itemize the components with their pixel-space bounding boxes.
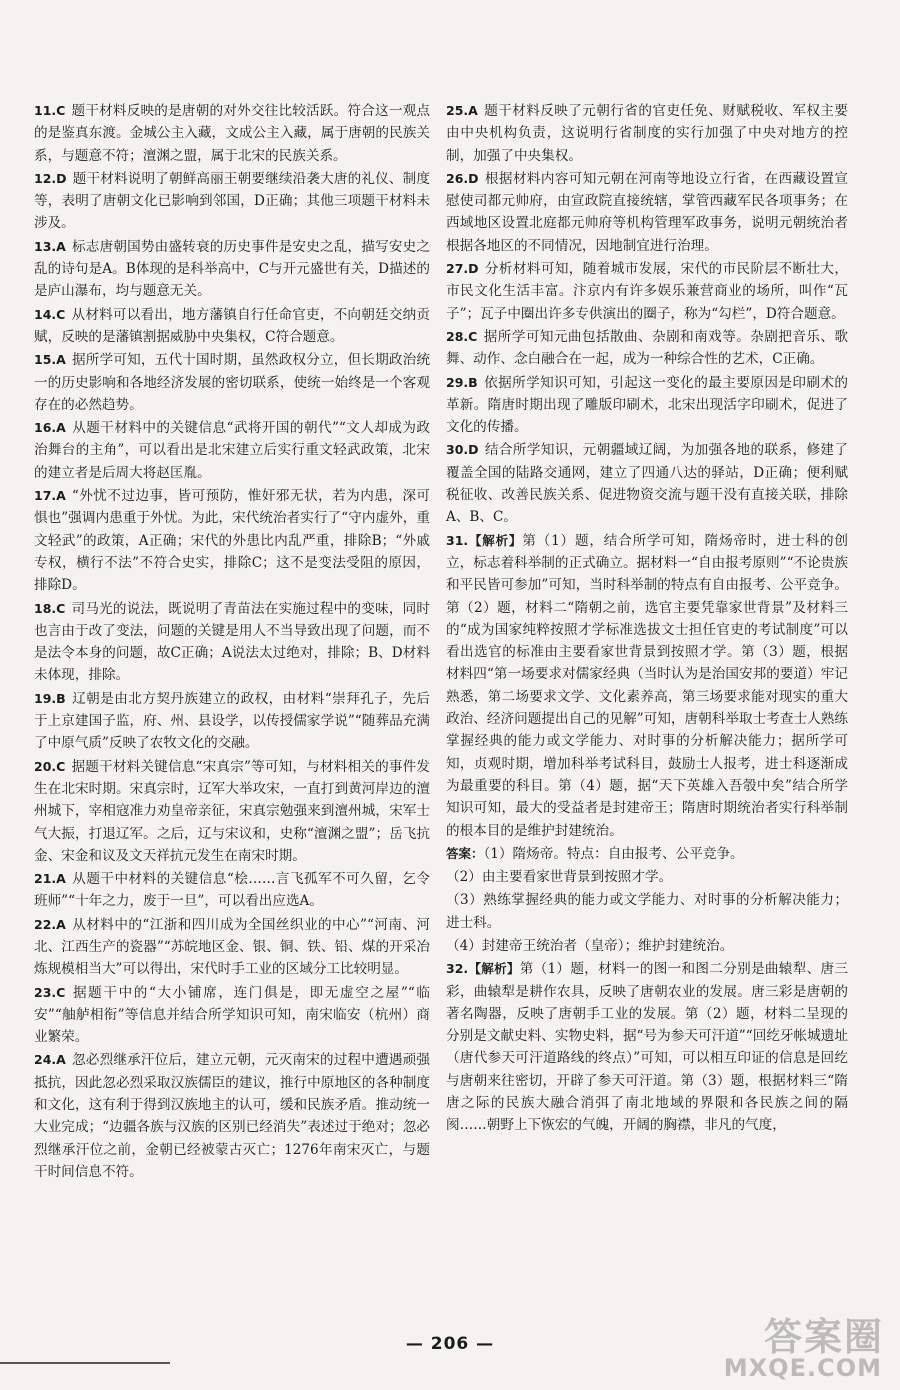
explanation-text: 从题干中材料的关键信息“桧……言飞孤军不可久留，乞令班师”“十年之力，废于一旦”，可以看出应选A。	[34, 871, 430, 910]
explanation-text: 结合所学知识，元朝疆域辽阔，为加强各地的联系，修建了覆盖全国的陆路交通网，建立了四通八达的驿站，D正确；便利赋税征收、改善民族关系、促进物资交流与题干没有直接关联，排除A、B、C。	[446, 442, 848, 526]
answer-block	[446, 843, 848, 865]
question-number: 17.	[34, 488, 57, 504]
explanation-text: 题干材料说明了朝鲜高丽王朝要继续沿袭大唐的礼仪、制度等，表明了唐朝文化已影响到邻国，D正确；其他三项题干材料未涉及。	[34, 170, 430, 232]
question-item	[34, 982, 430, 1049]
question-item	[34, 868, 430, 913]
explanation-text: 据题干中的“大小铺席，连门俱是，即无虚空之屋”“临安”“舳舻相衔”等信息并结合所学知识可知，南宋临安（杭州）商业繁荣。	[34, 984, 430, 1046]
watermark-text: 答案圈	[763, 1315, 884, 1359]
question-number: 28.	[446, 328, 469, 344]
question-number: 27.	[446, 261, 469, 277]
answer-letter: A	[56, 1052, 66, 1068]
analysis-tag: 【解析】	[468, 532, 523, 548]
watermark-url: MXQE.COM	[723, 1354, 882, 1382]
question-number: 22.	[34, 916, 57, 932]
question-number: 29.	[446, 374, 469, 390]
question-number: 26.	[446, 170, 469, 186]
answer-letter: A	[56, 238, 66, 254]
question-number: 25.	[446, 103, 469, 118]
question-31	[446, 530, 848, 842]
question-item	[34, 1049, 430, 1183]
explanation-text: 据所学可知元曲包括散曲、杂剧和南戏等。杂剧把音乐、歌舞、动作、念白融合在一起，成为一种综合性的艺术，C正确。	[446, 328, 848, 368]
analysis-tag: 【解析】	[468, 961, 520, 977]
question-item	[446, 326, 848, 371]
question-number: 21.	[34, 871, 57, 887]
question-item	[446, 168, 848, 257]
explanation-text: 标志唐朝国势由盛转衰的历史事件是安史之乱，描写安史之乱的诗句是A。B体现的是科举高中，C与开元盛世有关，D描述的是庐山瀑布，均与题意无关。	[34, 238, 430, 300]
question-item	[34, 100, 430, 167]
question-item	[34, 304, 430, 349]
explanation-text: 从题干材料中的关键信息“武将开国的朝代”“文人却成为政治舞台的主角”，可以看出是北宋建立后实行重文轻武政策，北宋的建立者是后周大将赵匡胤。	[34, 420, 430, 481]
right-column	[446, 100, 848, 1138]
analysis-text: 第（1）题，结合所学可知，隋炀帝时，进士科的创立，标志着科举制的正式确立。据材料一“自由报考原则”“不论贵族和平民皆可参加”可知，当时科举制的特点有自由报考、公平竞争。第（2）题，材料二“隋朝之前，选官主要凭靠家世背景”及材料三的“成为国家纯粹按照才学标准选拔文士担任官吏的考试制度”可以看出选官的标准由主要看家世背景到按照才学。第（3）题，根据材料四“第一场要求对儒家经典（当时认为是治国安邦的要道）牢记熟悉，第二场要求文学、文化素养高，第三场要求能对现实的重大政治、经济问题提出自己的见解”可知，唐朝科举取士考查士人熟练掌握经典的能力或文学能力、对时事的分析解决能力；据所学可知，贞观时期，增加科举考试科目，鼓励士人报考，进士科逐渐成为最重要的科目。第（4）题，据“天下英雄入吾彀中矣”结合所学知识可知，最大的受益者是封建帝王；隋唐时期统治者实行科举制的根本目的是维护封建统治。	[446, 532, 848, 839]
answer-line: （3）熟练掌握经典的能力或文学能力、对时事的分析解决能力；进士科。	[446, 892, 848, 931]
answer-letter: D	[56, 170, 67, 186]
question-number: 20.	[34, 758, 57, 774]
answer-letter: A	[56, 488, 66, 504]
explanation-text: 题干材料反映的是唐朝的对外交往比较活跃。符合这一观点的是鉴真东渡。金城公主入藏，文成公主入藏，属于唐朝的民族关系，与题意不符；澶渊之盟，属于北宋的民族关系。	[34, 103, 430, 164]
answer-line: （2）由主要看家世背景到按照才学。	[446, 869, 673, 886]
explanation-text: 忽必烈继承汗位后，建立元朝，元灭南宋的过程中遭遇顽强抵抗，因此忽必烈采取汉族儒臣的建议，推行中原地区的各种制度和文化，这有利于得到汉族地主的认可，缓和民族矛盾。推动统一大业完成；“边疆各族与汉族的区别已经消失”表述过于绝对；忽必烈继承汗位之前，金朝已经被蒙古灭亡；1276年南宋灭亡，与题干时间信息不符。	[34, 1052, 430, 1180]
answer-letter: A	[56, 871, 66, 887]
question-number: 18.	[34, 600, 57, 616]
question-number: 13.	[34, 238, 57, 254]
explanation-text: 题干材料反映了元朝行省的官吏任免、财赋税收、军权主要由中央机构负责，这说明行省制度的实行加强了中央对地方的控制，加强了中央集权。	[446, 103, 848, 164]
question-item	[34, 417, 430, 484]
question-item	[446, 439, 848, 528]
question-number: 12.	[34, 170, 57, 186]
question-number: 32.	[446, 961, 469, 977]
question-number: 24.	[34, 1052, 57, 1068]
question-item	[34, 688, 430, 755]
answer-letter: D	[468, 170, 479, 186]
question-32	[446, 958, 848, 1136]
page-number: — 206 —	[405, 1334, 495, 1354]
explanation-text: 司马光的说法，既说明了青苗法在实施过程中的变味，同时也言由于改了变法，问题的关键是用人不当导致出现了问题，而不是法令本身的问题，故C正确；A说法太过绝对，排除；B、D材料未体现，排除。	[34, 600, 430, 684]
question-item	[34, 349, 430, 416]
question-item	[446, 372, 848, 439]
left-column	[34, 100, 430, 1184]
answer-letter: C	[468, 328, 478, 344]
answer-letter: C	[56, 306, 66, 322]
answer-letter: B	[468, 374, 478, 390]
question-number: 30.	[446, 442, 469, 458]
question-number: 19.	[34, 690, 57, 706]
answer-line: （4）封建帝王统治者（皇帝）；维护封建统治。	[446, 937, 734, 954]
question-item	[34, 914, 430, 981]
answer-letter: A	[468, 103, 478, 118]
explanation-text: 据所学可知，五代十国时期，虽然政权分立，但长期政治统一的历史影响和各地经济发展的密切联系，使统一始终是一个客观存在的必然趋势。	[34, 352, 430, 413]
question-number: 11.	[34, 103, 57, 118]
right-items	[446, 100, 848, 529]
explanation-text: “外忧不过边事，皆可预防，惟奸邪无状，若为内患，深可惧也”强调内患重于外忧。为此，宋代统治者实行了“守内虚外，重文轻武”的政策，A正确；宋代的外患比内乱严重，排除B；“外戚专权，横行不法”不符合史实，排除C；这不是变法受阻的原因，排除D。	[34, 488, 430, 594]
explanation-text: 从材料可以看出，地方藩镇自行任命官吏，不向朝廷交纳贡赋，反映的是藩镇割据威胁中央集权，C符合题意。	[34, 306, 430, 345]
question-number: 23.	[34, 984, 57, 1000]
explanation-text: 据题干材料关键信息“宋真宗”等可知，与材料相关的事件发生在北宋时期。宋真宗时，辽军大举攻宋，一直打到黄河岸边的澶州城下，宰相寇准力劝皇帝亲征，宋真宗勉强来到澶州城，宋军士气大振，打退辽军。之后，辽与宋议和，史称“澶渊之盟”；岳飞抗金、宋金和议及文天祥抗元发生在南宋时期。	[34, 758, 430, 864]
bottom-rule	[0, 1362, 170, 1364]
question-item	[34, 168, 430, 235]
answer-letter: C	[56, 984, 66, 1000]
answer-letter: C	[56, 758, 66, 774]
answer-letter: D	[468, 261, 479, 277]
answer-letter: D	[468, 442, 479, 458]
answer-letter: A	[56, 916, 66, 932]
question-item	[34, 598, 430, 687]
explanation-text: 根据材料内容可知元朝在河南等地设立行省，在西藏设置宣慰使司都元帅府，由宣政院直接统辖，掌管西藏军民各项事务；在西域地区设置北庭都元帅府等机构管理军政事务，说明元朝统治者根据各地区的不同情况，因地制宜进行治理。	[446, 170, 848, 254]
explanation-text: 从材料中的“江浙和四川成为全国丝织业的中心”“河南、河北、江西生产的瓷器”“苏皖地区金、银、铜、铁、铅、煤的开采冶炼规模相当大”可以得出，宋代时手工业的区域分工比较明显。	[34, 916, 430, 978]
analysis-text: 第（1）题，材料一的图一和图二分别是曲辕犁、唐三彩，曲辕犁是耕作农具，反映了唐朝农业的发展。唐三彩是唐朝的著名陶器，反映了唐朝手工业的发展。第（2）题，材料二呈现的分别是文献史料、实物史料，据“号为参天可汗道”“回纥牙帐城遗址（唐代参天可汗道路线的终点）”可知，可以相互印证的信息是回纥与唐朝来往密切，开辟了参天可汗道。第（3）题，根据材料三“隋唐之际的民族大融合消弭了南北地域的界限和各民族之间的隔阂……朝野上下恢宏的气魄，开阔的胸襟，非凡的气度，	[446, 961, 848, 1134]
question-item	[446, 258, 848, 325]
question-item	[34, 756, 430, 867]
explanation-text: 分析材料可知，随着城市发展，宋代的市民阶层不断壮大，市民文化生活丰富。汴京内有许多娱乐兼营商业的场所，叫作“瓦子”；瓦子中圈出许多专供演出的圈子，称为“勾栏”，D符合题意。	[446, 261, 848, 322]
answer-line-1: （1）隋炀帝。特点：自由报考、公平竞争。	[483, 845, 744, 862]
explanation-text: 依据所学知识可知，引起这一变化的最主要原因是印刷术的革新。隋唐时期出现了雕版印刷术，北宋出现活字印刷术，促进了文化的传播。	[446, 374, 848, 436]
watermark-logo	[690, 1304, 890, 1382]
answer-letter: B	[56, 690, 66, 706]
answer-letter: C	[56, 103, 66, 118]
answer-label: 答案：	[446, 845, 484, 861]
question-item	[446, 100, 848, 167]
question-number: 14.	[34, 306, 57, 322]
answer-letter: A	[56, 352, 66, 368]
question-number: 15.	[34, 352, 57, 368]
question-item	[34, 236, 430, 303]
answer-letter: C	[56, 600, 66, 616]
question-item	[34, 485, 430, 596]
answer-letter: A	[56, 420, 66, 436]
question-number: 16.	[34, 420, 57, 436]
explanation-text: 辽朝是由北方契丹族建立的政权，由材料“崇拜孔子，先后于上京建国子监，府、州、县设学，以传授儒家学说”“随葬品充满了中原气质”反映了农牧文化的交融。	[34, 690, 430, 752]
question-number: 31.	[446, 532, 469, 548]
